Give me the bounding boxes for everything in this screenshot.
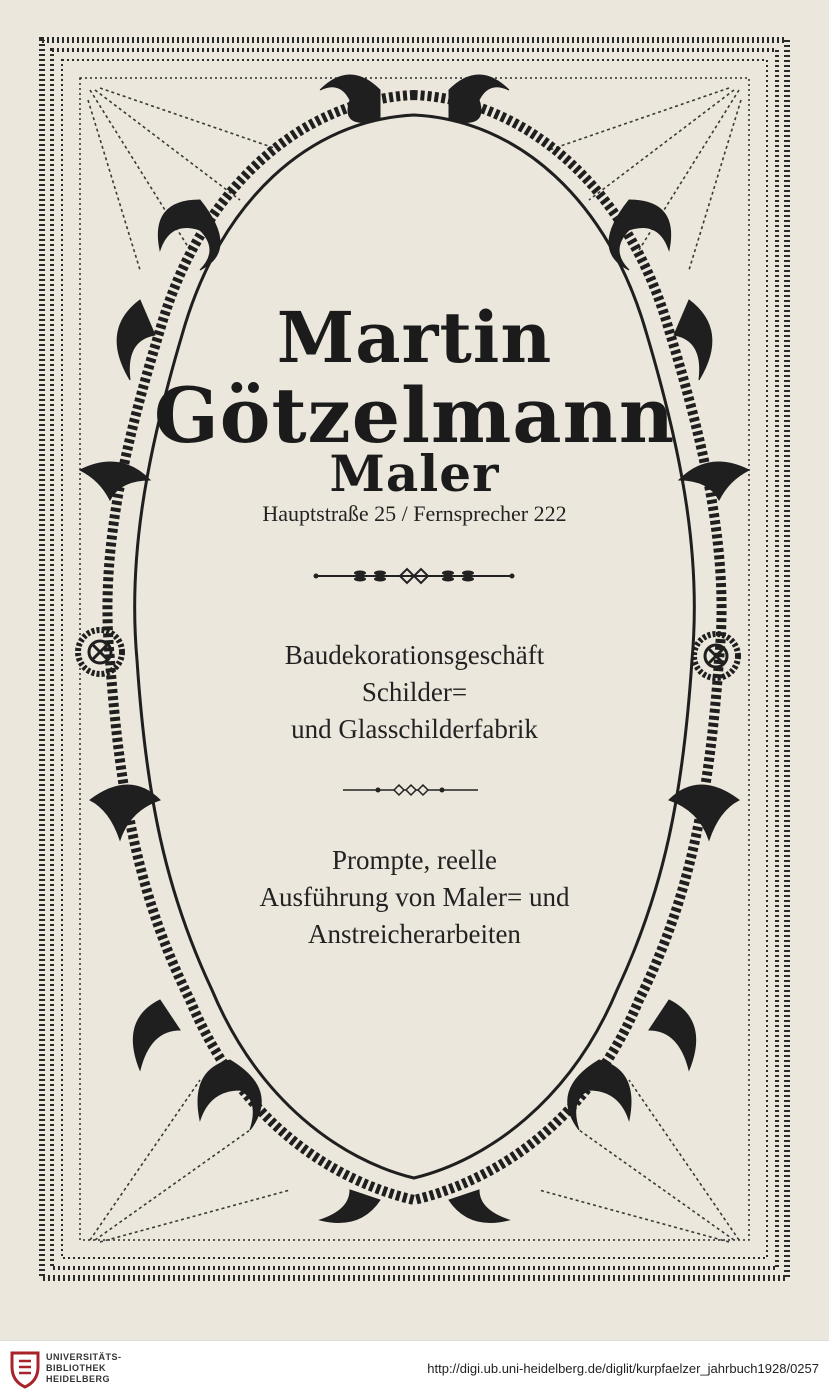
service-line: Anstreicherarbeiten xyxy=(308,919,521,949)
trade-title: Maler xyxy=(329,444,500,503)
business-line: Baudekorationsgeschäft xyxy=(284,640,545,670)
name-last: Götzelmann xyxy=(153,371,676,460)
business-line: und Glasschilderfabrik xyxy=(291,714,538,744)
name-first: Martin xyxy=(276,296,553,379)
service-line: Prompte, reelle xyxy=(332,845,497,875)
service-line: Ausführung von Maler= und xyxy=(259,882,570,912)
business-block xyxy=(0,637,829,748)
viewer-footer xyxy=(0,1340,829,1399)
address-line: Hauptstraße 25 / Fernsprecher 222 xyxy=(262,501,567,526)
logo-line: BIBLIOTHEK xyxy=(46,1363,106,1373)
library-logo-icon xyxy=(8,1349,42,1391)
source-url[interactable]: http://digi.ub.uni-heidelberg.de/diglit/kurpfaelzer_jahrbuch1928/0257 xyxy=(427,1361,819,1376)
logo-line: UNIVERSITÄTS- xyxy=(46,1352,122,1362)
leaf-divider xyxy=(0,566,829,586)
small-divider xyxy=(0,782,829,798)
library-logo-text xyxy=(46,1352,122,1385)
business-line: Schilder= xyxy=(361,677,468,707)
services-block xyxy=(0,842,829,953)
logo-line: HEIDELBERG xyxy=(46,1374,111,1384)
